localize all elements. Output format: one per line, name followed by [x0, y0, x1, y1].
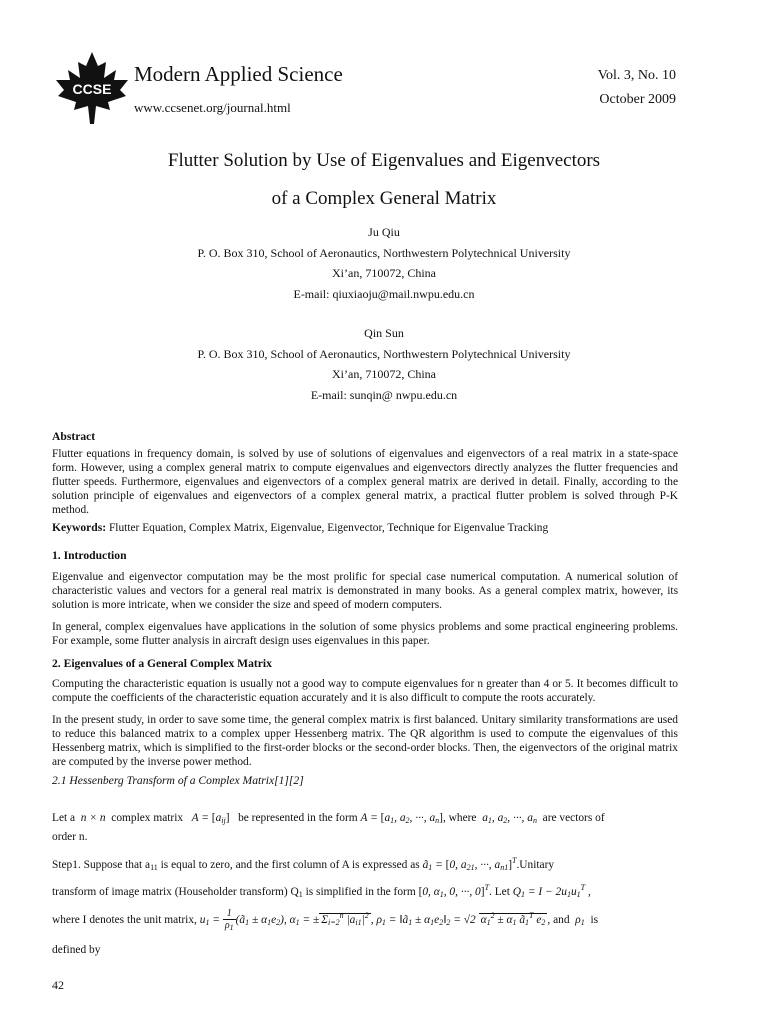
first-column-formula: $ã_1 = [0$, $a_{21}$, ···, $a_{n1}]^T$ [422, 856, 517, 872]
author-city: Xi’an, 710072, China [332, 367, 436, 381]
section-heading: 1. Introduction [52, 549, 127, 562]
publication-date: October 2009 [599, 92, 676, 107]
section-heading: 2. Eigenvalues of a General Complex Matrix [52, 657, 272, 670]
abstract-text: Flutter equations in frequency domain, is solved by use of solutions of eigenvalues and eigenvectors of a real matrix in a state-space form. However, using a complex general matrix to compute eigenvalues and eigenvectors directly analyzes the flutter frequencies and flutter speeds. Furthermore, eigenvalues and eigenvectors of a complex general matrix are derived in detail. Finally, according to the solution principle of eigenvalues and eigenvectors of a complex general matrix, a practical flutter problem is solved through P-K method. [52, 448, 678, 516]
page-number: 42 [52, 978, 64, 992]
unit-matrix-line: where I denotes the unit matrix, $u_1$ = $\frac{1}{\rho_1}$ $(ã_1 \pm \alpha_1e_2)$, $\alpha_1$ = ± $\Sigma_{i=2}^n$ $|a_{i1}|^2$ , $\rho_1$ = $‖ã_1$ ± $\alpha_1e_2‖_2 = √2$ $\alpha_1^2 \pm \alpha_1$ $ã_1^T$ $e_2$ , and $\rho_1$ is [52, 908, 599, 932]
keywords-label: Keywords: [52, 521, 107, 534]
alpha1-formula: $\alpha_1$ = ± $\Sigma_{i=2}^n$ $|a_{i1}|^2$ [289, 911, 369, 928]
logo-text: CCSE [72, 81, 112, 97]
n-by-n-formula: n × n [77, 812, 109, 824]
paper-title-line1: Flutter Solution by Use of Eigenvalues and Eigenvectors [167, 150, 601, 171]
keywords-text: Flutter Equation, Complex Matrix, Eigenvalue, Eigenvector, Technique for Eigenvalue Tracking [108, 522, 549, 534]
step1-line: Step1. Suppose that $a_{11}$ is equal to zero, and the first column of A is expressed as $ã_1 = [0$, $a_{21}$, ···, $a_{n1}]^T.Unitary$ [52, 856, 555, 872]
rho1-formula: $\rho_1$ = $‖ã_1$ ± $\alpha_1e_2‖_2 = √2$ $\alpha_1^2 \pm \alpha_1$ $ã_1^T$ $e_2$ [376, 911, 546, 928]
author-address: P. O. Box 310, School of Aeronautics, Northwestern Polytechnical University [197, 246, 571, 260]
u1-formula: $u_1$ = $\frac{1}{\rho_1}$ $(ã_1 \pm \alpha_1e_2)$ [199, 908, 284, 932]
author-city: Xi’an, 710072, China [332, 266, 436, 280]
hessenberg-paragraph [52, 811, 678, 957]
author-address: P. O. Box 310, School of Aeronautics, Northwestern Polytechnical University [197, 347, 571, 361]
column-vectors-formula: $a_1$, $a_2$, ···, $a_n$ [482, 812, 537, 825]
author-email[interactable]: E-mail: qiuxiaoju@mail.nwpu.edu.cn [293, 287, 475, 301]
abstract-section [52, 430, 678, 535]
paragraph: Computing the characteristic equation is usually not a good way to compute eigenvalues for n greater than 4 or 5. It becomes difficult to compute the coefficients of the characteristic equation accurately and it is also difficult to compute the roots accurately. [52, 678, 678, 704]
introduction-section [52, 549, 678, 648]
let-a-line: Let a n × n complex matrix $A = [a_{ij}]$ be represented in the form $A = [a_1$, $a_2$, ···, $a_n$], where $a_1$, $a_2$, ···, $a_n$ are vectors of [52, 812, 605, 825]
rho1-symbol: $\rho_1$ [575, 914, 585, 928]
journal-title: Modern Applied Science [134, 62, 343, 86]
a-equals-aij-formula: $A = [a_{ij}]$ [191, 812, 230, 825]
volume-issue: Vol. 3, No. 10 [597, 68, 676, 83]
author-name: Ju Qiu [368, 225, 400, 239]
a-columns-formula: $A = [a_1$, $a_2$, ···, $a_n$] [360, 812, 443, 825]
paragraph: In the present study, in order to save some time, the general complex matrix is first balanced. Unitary similarity transformations are used to reduce this balanced matrix to a complex upper Hessenberg matrix. The QR algorithm is used to compute the eigenvalues of this Hessenberg matrix, which is simplified to the first-order blocks or the second-order blocks. Then, the eigenvectors of the original matrix are computed by the inverse power method. [52, 714, 678, 768]
keywords-line [52, 521, 678, 535]
order-n-line: order n. [52, 831, 88, 843]
author-name: Qin Sun [364, 326, 404, 340]
abstract-heading: Abstract [52, 430, 96, 443]
paragraph: In general, complex eigenvalues have applications in the solution of some physics problems and some practical engineering problems. For example, some flutter analysis in aircraft design uses eigenvalues in this paper. [52, 621, 678, 647]
paper-title-line2: of a Complex General Matrix [271, 188, 497, 209]
subsection-heading: 2.1 Hessenberg Transform of a Complex Matrix[1][2] [52, 774, 304, 787]
ccse-maple-leaf-logo [52, 50, 132, 126]
journal-url[interactable]: www.ccsenet.org/journal.html [134, 100, 291, 115]
section-2 [52, 657, 678, 788]
journal-header [52, 50, 680, 130]
householder-line: transform of image matrix (Householder transform) $Q_1$ is simplified in the form [0, $\alpha_1$, 0, ···, 0]$^T$. Let $Q_1 = I - 2u_1u_1^T$ , [52, 883, 591, 899]
defined-by-line: defined by [52, 944, 101, 956]
q1-formula: $Q_1 = I - 2u_1u_1^T$ [512, 883, 586, 899]
simplified-form-formula: [0, $\alpha_1$, 0, ···, 0]$^T$ [418, 883, 490, 899]
paragraph: Eigenvalue and eigenvector computation may be the most prolific for special case numerical computation. A numerical solution of characteristic values and vectors for a general real matrix is demonstrated in many books. As a general complex matrix, however, its solution is more intricate, when we consider the size and speed of modern computers. [52, 571, 678, 611]
author-email[interactable]: E-mail: sunqin@ nwpu.edu.cn [310, 388, 458, 402]
